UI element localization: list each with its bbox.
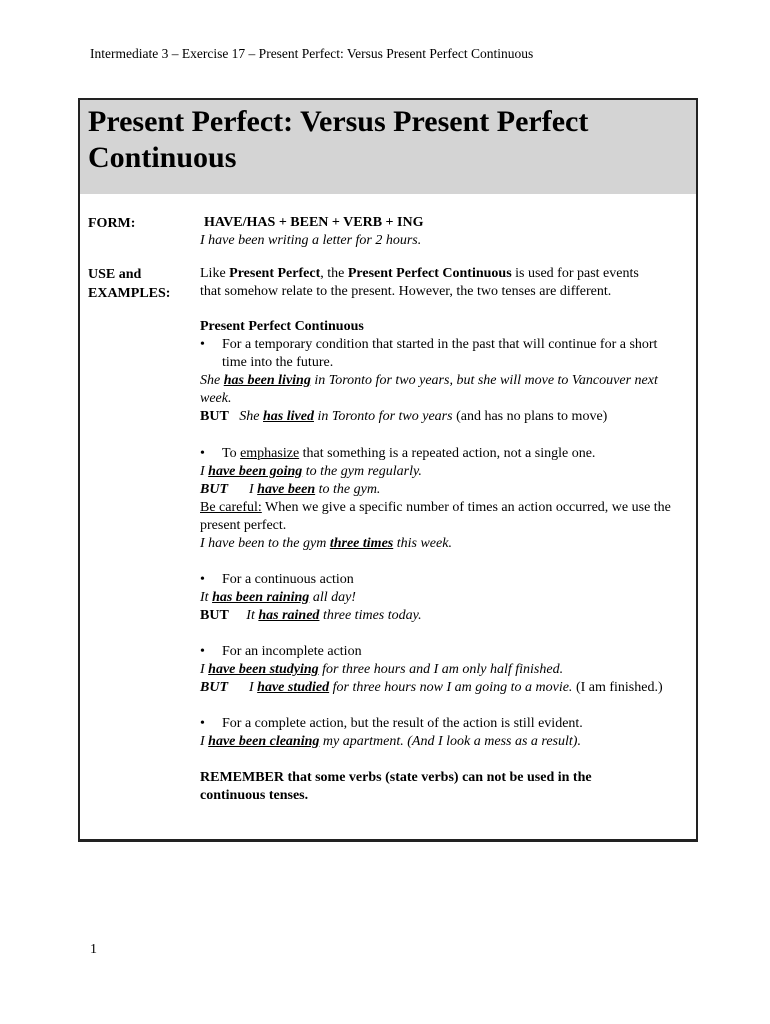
example-post: three times today. (319, 608, 422, 623)
title-line-1: Present Perfect: Versus Present Perfect (88, 105, 589, 138)
but-label: BUT (200, 680, 228, 695)
example-key: has been living (223, 373, 311, 388)
example-pre: She (239, 409, 264, 424)
intro-line-2: that somehow relate to the present. However, the two tenses are different. (200, 284, 612, 299)
example-post: to the gym regularly. (302, 464, 422, 479)
example-pre: I (200, 464, 209, 479)
use-label-line-2: EXAMPLES: (88, 286, 171, 301)
bullet-item-continuous (200, 571, 692, 589)
form-label: FORM: (88, 216, 136, 231)
example-post: in Toronto for two years (313, 409, 453, 424)
page-header: Intermediate 3 – Exercise 17 – Present Perfect: Versus Present Perfect Continuous (90, 46, 534, 61)
ppc-heading: Present Perfect Continuous (200, 319, 364, 334)
example-have-been-studying (200, 661, 692, 679)
example-post: for three hours now I am going to a movie. (329, 680, 573, 695)
example-pre: She (200, 373, 224, 388)
careful-label: Be careful: (200, 500, 262, 515)
bullet-item-emphasize (200, 445, 692, 463)
bullet-item-complete (200, 715, 692, 733)
example-post: in Toronto for two years, but she will move to Vancouver next week. (200, 373, 658, 406)
bullet-post: that something is a repeated action, not a single one. (299, 446, 596, 461)
bullet-item-incomplete (200, 643, 692, 661)
example-pre: I (249, 482, 258, 497)
bullet-pre: To (222, 446, 241, 461)
intro-the: , the (320, 266, 348, 281)
intro-present-perfect-continuous: Present Perfect Continuous (347, 266, 512, 281)
but-label: BUT (200, 608, 229, 623)
example-key: have been cleaning (208, 734, 320, 749)
example-post: for three hours and I am only half finished. (318, 662, 564, 677)
example-pre: I (200, 662, 209, 677)
use-label (88, 265, 170, 303)
careful-text: When we give a specific number of times an action occurred, we use the present perfect. (200, 500, 671, 533)
example-have-been-cleaning (200, 733, 692, 751)
example-have-been-going (200, 463, 692, 481)
bullet-icon: • (200, 644, 205, 659)
bullet-text: For a complete action, but the result of the action is still evident. (222, 716, 583, 731)
be-careful-note (200, 499, 692, 535)
example-three-times (200, 535, 692, 553)
use-content (200, 265, 692, 805)
example-has-been-living (200, 372, 692, 408)
example-post: my apartment. (And I look a mess as a result). (319, 734, 581, 749)
bullet-icon: • (200, 337, 205, 352)
example-post: to the gym. (315, 482, 381, 497)
bullet-icon: • (200, 446, 205, 461)
bullet-text: For an incomplete action (222, 644, 362, 659)
bullet-text: For a temporary condition that started in the past that will continue for a short time into the future. (222, 337, 658, 370)
example-post: all day! (309, 590, 356, 605)
form-example: I have been writing a letter for 2 hours. (200, 233, 422, 248)
example-pre: It (200, 590, 213, 605)
example-pre: I (200, 734, 209, 749)
example-pre: I (249, 680, 258, 695)
but-has-rained (200, 607, 692, 625)
but-have-been (200, 481, 692, 499)
but-have-studied (200, 679, 692, 697)
intro-like: Like (200, 266, 230, 281)
use-label-line-1: USE and (88, 267, 142, 282)
intro-rest: is used for past events (511, 266, 639, 281)
bullet-text: For a continuous action (222, 572, 354, 587)
form-content (200, 214, 692, 250)
but-label: BUT (200, 409, 229, 424)
lesson-box (78, 98, 698, 842)
example-key: have been (257, 482, 316, 497)
example-pre: It (246, 608, 259, 623)
example-key: have been studying (208, 662, 319, 677)
bullet-item-temporary (200, 336, 692, 372)
form-formula: HAVE/HAS + BEEN + VERB + ING (204, 215, 424, 230)
but-has-lived (200, 408, 692, 426)
example-paren: (I am finished.) (572, 680, 663, 695)
title-line-2: Continuous (88, 141, 237, 174)
intro-present-perfect: Present Perfect (229, 266, 321, 281)
title-band (80, 100, 696, 194)
example-key: has been raining (212, 590, 310, 605)
lesson-title (88, 104, 588, 176)
bullet-icon: • (200, 572, 205, 587)
example-key: have studied (257, 680, 330, 695)
bullet-key: emphasize (240, 446, 300, 461)
bullet-icon: • (200, 716, 205, 731)
example-key: three times (329, 536, 394, 551)
example-post: this week. (393, 536, 452, 551)
example-paren: (and has no plans to move) (452, 409, 608, 424)
but-label: BUT (200, 482, 228, 497)
intro-line-1 (200, 265, 692, 283)
example-key: have been going (208, 464, 303, 479)
remember-note: REMEMBER that some verbs (state verbs) can not be used in the continuous tenses. (200, 770, 592, 803)
example-has-been-raining (200, 589, 692, 607)
example-key: has lived (263, 409, 314, 424)
page-number: 1 (90, 942, 97, 957)
example-key: has rained (258, 608, 320, 623)
example-pre: I have been to the gym (200, 536, 330, 551)
